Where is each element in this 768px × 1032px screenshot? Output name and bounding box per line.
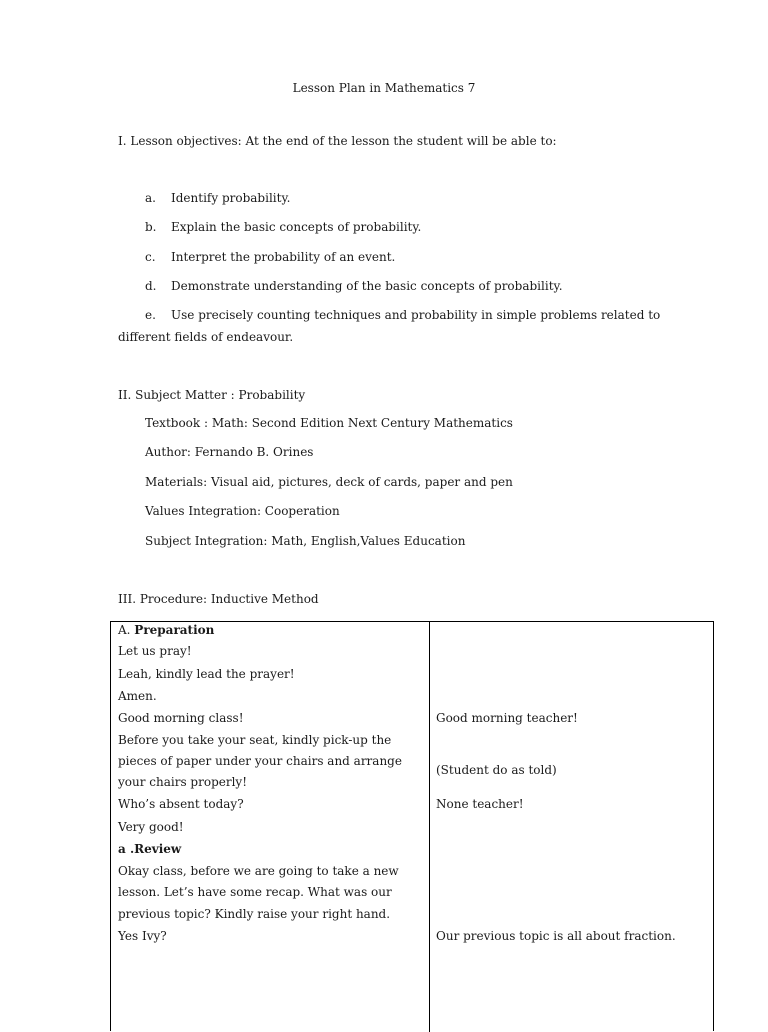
subject-materials: Materials: Visual aid, pictures, deck of cards, paper and pen	[145, 475, 513, 489]
review-heading: a .Review	[118, 842, 182, 856]
teacher-line: pieces of paper under your chairs and arrange	[118, 754, 402, 768]
objective-item-e-continuation: different fields of endeavour.	[118, 330, 294, 344]
subject-author: Author: Fernando B. Orines	[145, 445, 314, 459]
objective-item-c	[145, 250, 395, 264]
objective-item-a	[145, 191, 290, 205]
objective-text: Explain the basic concepts of probability.	[171, 220, 422, 234]
teacher-line: your chairs properly!	[118, 775, 248, 789]
teacher-line: Let us pray!	[118, 644, 192, 658]
teacher-line: Yes Ivy?	[118, 929, 167, 943]
preparation-label: Preparation	[134, 623, 215, 637]
procedure-heading: III. Procedure: Inductive Method	[118, 592, 319, 606]
teacher-line: Before you take your seat, kindly pick-up the	[118, 733, 392, 747]
objective-text: Identify probability.	[171, 191, 291, 205]
objective-marker: c.	[145, 250, 156, 264]
subject-integration: Subject Integration: Math, English,Values Education	[145, 534, 466, 548]
student-line: (Student do as told)	[436, 763, 557, 777]
teacher-line: Okay class, before we are going to take a new	[118, 864, 399, 878]
table-column-divider	[429, 622, 430, 1032]
objective-item-b	[145, 220, 421, 234]
objective-marker: a.	[145, 191, 156, 205]
teacher-line: Very good!	[118, 820, 184, 834]
subject-values-integration: Values Integration: Cooperation	[145, 504, 340, 518]
preparation-heading	[118, 623, 214, 637]
objective-marker: e.	[145, 308, 156, 322]
objective-item-e	[145, 308, 660, 322]
preparation-prefix: A.	[118, 623, 135, 637]
teacher-line: Who’s absent today?	[118, 797, 244, 811]
teacher-line: Amen.	[118, 689, 157, 703]
objective-item-d	[145, 279, 563, 293]
objective-text: Use precisely counting techniques and probability in simple problems related to	[171, 308, 661, 322]
student-line: None teacher!	[436, 797, 524, 811]
objective-text: Demonstrate understanding of the basic concepts of probability.	[171, 279, 563, 293]
objective-marker: b.	[145, 220, 157, 234]
page-title: Lesson Plan in Mathematics 7	[292, 81, 476, 95]
student-line: Our previous topic is all about fraction.	[436, 929, 676, 943]
objective-text: Interpret the probability of an event.	[171, 250, 396, 264]
teacher-line: Leah, kindly lead the prayer!	[118, 667, 295, 681]
teacher-line: Good morning class!	[118, 711, 244, 725]
teacher-line: previous topic? Kindly raise your right hand.	[118, 907, 391, 921]
subject-matter-heading: II. Subject Matter : Probability	[118, 388, 306, 402]
objectives-heading: I. Lesson objectives: At the end of the lesson the student will be able to:	[118, 134, 557, 148]
teacher-line: lesson. Let’s have some recap. What was our	[118, 885, 392, 899]
student-line: Good morning teacher!	[436, 711, 578, 725]
subject-textbook: Textbook : Math: Second Edition Next Century Mathematics	[145, 416, 513, 430]
procedure-table	[110, 621, 714, 1031]
objective-marker: d.	[145, 279, 157, 293]
